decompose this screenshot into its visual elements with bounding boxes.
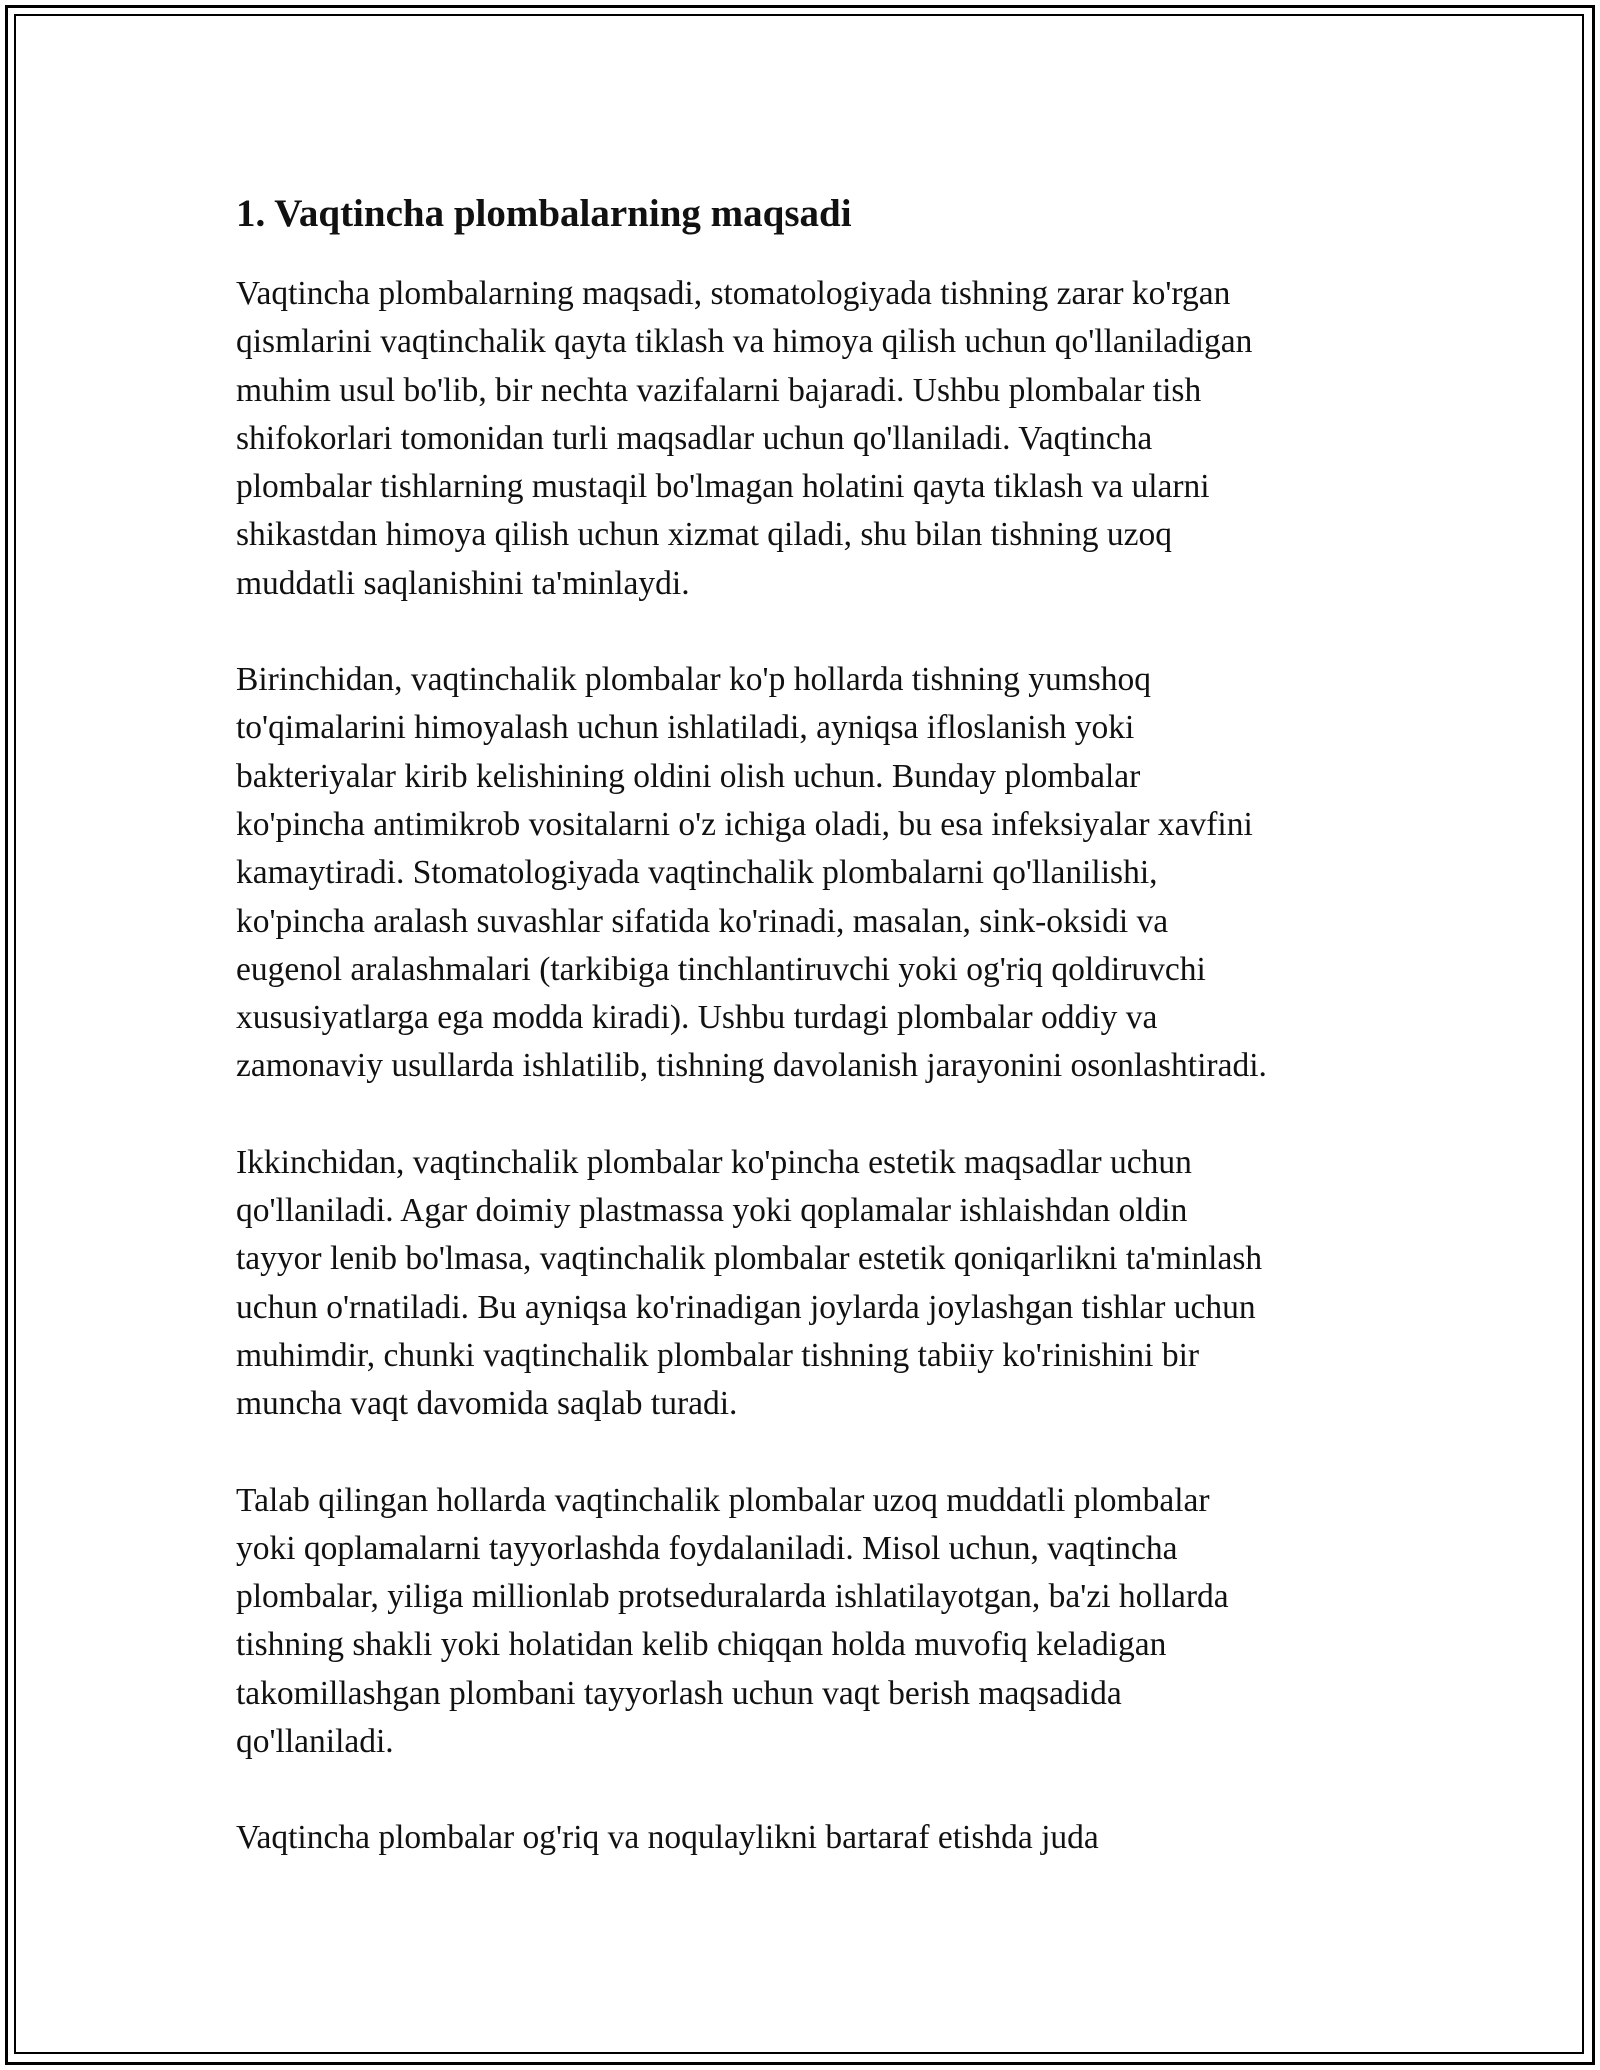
paragraph-purpose-intro: Vaqtincha plombalarning maqsadi, stomatologiyada tishning zarar ko'rgan qismlarini vaqtinchalik qayta tiklash va himoya qilish uchun qo'llaniladigan muhim usul bo'lib, bir nechta vazifalarni bajaradi. Ushbu plombalar tish shifokorlari tomonidan turli maqsadlar uchun qo'llaniladi. Vaqtincha plombalar tishlarning mustaqil bo'lmagan holatini qayta tiklash va ularni shikastdan himoya qilish uchun xizmat qiladi, shu bilan tishning uzoq muddatli saqlanishini ta'minlaydi. <box>236 275 1253 602</box>
document-body <box>236 186 1386 1911</box>
paragraph-long-term-use: Talab qilingan hollarda vaqtinchalik plombalar uzoq muddatli plombalar yoki qoplamalarni tayyorlashda foydalaniladi. Misol uchun, vaqtincha plombalar, yiliga millionlab protseduralarda ishlatilayotgan, ba'zi hollarda tishning shakli yoki holatidan kelib chiqqan holda muvofiq keladigan takomillashgan plombani tayyorlash uchun vaqt berish maqsadida qo'llaniladi. <box>236 1481 1229 1761</box>
paragraph-pain-relief: Vaqtincha plombalar og'riq va noqulaylikni bartaraf etishda juda <box>236 1819 1099 1857</box>
paragraph-firstly: Birinchidan, vaqtinchalik plombalar ko'p hollarda tishning yumshoq to'qimalarini himoyalash uchun ishlatiladi, ayniqsa ifloslanish yoki bakteriyalar kirib kelishining oldini olish uchun. Bunday plombalar ko'pincha antimikrob vositalarni o'z ichiga oladi, bu esa infeksiyalar xavfini kamaytiradi. Stomatologiyada vaqtinchalik plombalarni qo'llanilishi, ko'pincha aralash suvashlar sifatida ko'rinadi, masalan, sink-oksidi va eugenol aralashmalari (tarkibiga tinchlantiruvchi yoki og'riq qoldiruvchi xususiyatlarga ega modda kiradi). Ushbu turdagi plombalar oddiy va zamonaviy usullarda ishlatilib, tishning davolanish jarayonini osonlashtiradi. <box>236 661 1267 1085</box>
section-heading: 1. Vaqtincha plombalarning maqsadi <box>236 192 852 235</box>
paragraph-secondly: Ikkinchidan, vaqtinchalik plombalar ko'pincha estetik maqsadlar uchun qo'llaniladi. Agar doimiy plastmassa yoki qoplamalar ishlaishdan oldin tayyor lenib bo'lmasa, vaqtinchalik plombalar estetik qoniqarlikni ta'minlash uchun o'rnatiladi. Bu ayniqsa ko'rinadigan joylarda joylashgan tishlar uchun muhimdir, chunki vaqtinchalik plombalar tishning tabiiy ko'rinishini bir muncha vaqt davomida saqlab turadi. <box>236 1143 1263 1423</box>
